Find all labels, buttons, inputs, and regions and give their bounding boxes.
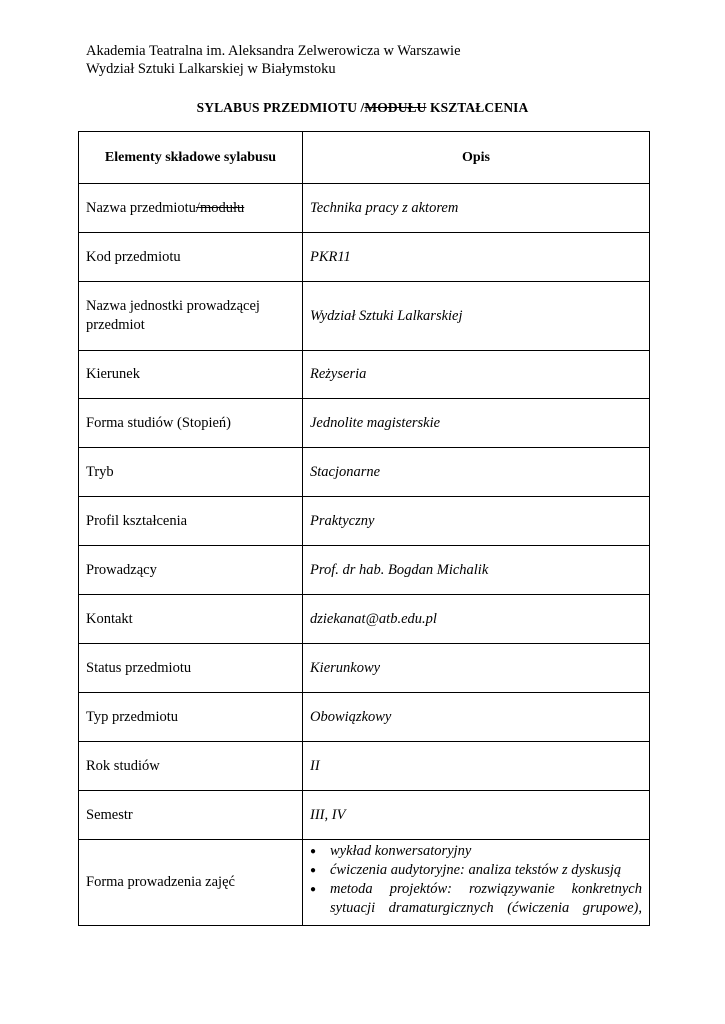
row-value: Jednolite magisterskie: [303, 399, 650, 448]
teaching-forms-list: [310, 842, 642, 918]
row-label: Kierunek: [79, 351, 303, 399]
table-row: [79, 742, 650, 791]
row-label-struck: /modułu: [195, 199, 245, 216]
row-value: PKR11: [303, 233, 650, 282]
row-value: Obowiązkowy: [303, 693, 650, 742]
col2-header: Opis: [303, 132, 650, 184]
row-value: II: [303, 742, 650, 791]
row-value: Kierunkowy: [303, 644, 650, 693]
table-row: [79, 791, 650, 840]
table-row: [79, 840, 650, 926]
row-value: Wydział Sztuki Lalkarskiej: [303, 282, 650, 351]
table-row: [79, 497, 650, 546]
table-row: [79, 595, 650, 644]
row-value: Praktyczny: [303, 497, 650, 546]
table-row: [79, 233, 650, 282]
table-row: [79, 644, 650, 693]
row-label: Nazwa jednostki prowadzącej przedmiot: [79, 282, 303, 351]
row-label: Semestr: [79, 791, 303, 840]
row-value: Stacjonarne: [303, 448, 650, 497]
row-label: Forma prowadzenia zajęć: [79, 840, 303, 926]
row-label: Kod przedmiotu: [79, 233, 303, 282]
row-value: dziekanat@atb.edu.pl: [303, 595, 650, 644]
table-row: [79, 546, 650, 595]
syllabus-table: [78, 131, 650, 926]
row-value: III, IV: [303, 791, 650, 840]
row-label: Rok studiów: [79, 742, 303, 791]
table-row: [79, 351, 650, 399]
row-value: [303, 840, 650, 926]
row-label: Prowadzący: [79, 546, 303, 595]
academy-name: Akademia Teatralna im. Aleksandra Zelwerowicza w Warszawie: [86, 43, 461, 59]
row-value: Prof. dr hab. Bogdan Michalik: [303, 546, 650, 595]
row-label: Tryb: [79, 448, 303, 497]
row-label: Status przedmiotu: [79, 644, 303, 693]
list-item: ● wykład konwersatoryjny: [330, 842, 642, 861]
table-header-row: [79, 132, 650, 184]
row-value: Reżyseria: [303, 351, 650, 399]
row-label: Profil kształcenia: [79, 497, 303, 546]
title-part2: KSZTAŁCENIA: [426, 100, 529, 115]
document-title: [0, 100, 725, 116]
table-row: [79, 399, 650, 448]
table-row: [79, 693, 650, 742]
row-label: [79, 184, 303, 233]
title-part1: SYLABUS PRZEDMIOTU /: [196, 100, 365, 115]
table-row: [79, 282, 650, 351]
table-row: [79, 184, 650, 233]
list-item: ● metoda projektów: rozwiązywanie konkretnych sytuacji dramaturgicznych (ćwiczenia grupowe),: [330, 880, 642, 918]
faculty-name: Wydział Sztuki Lalkarskiej w Białymstoku: [86, 61, 336, 77]
col1-header: Elementy składowe sylabusu: [79, 132, 303, 184]
list-item: ● ćwiczenia audytoryjne: analiza tekstów z dyskusją: [330, 861, 642, 880]
row-label: Forma studiów (Stopień): [79, 399, 303, 448]
row-label: Kontakt: [79, 595, 303, 644]
table-row: [79, 448, 650, 497]
row-label-text: Nazwa przedmiotu: [86, 199, 196, 216]
institution-header: [86, 42, 461, 78]
title-struck-word: MODUŁU: [364, 100, 427, 115]
row-label: Typ przedmiotu: [79, 693, 303, 742]
row-value: Technika pracy z aktorem: [303, 184, 650, 233]
